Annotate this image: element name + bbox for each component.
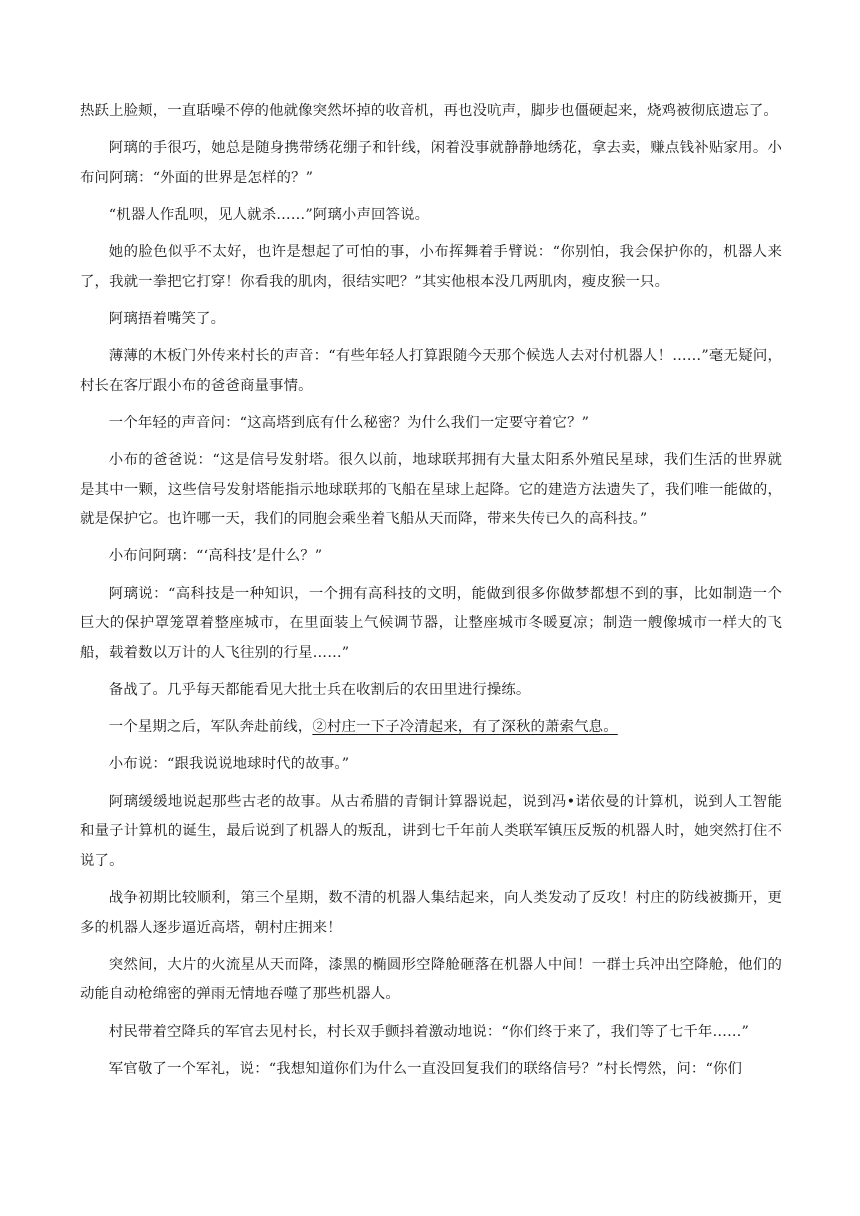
paragraph: 她的脸色似乎不太好，也许是想起了可怕的事，小布挥舞着手臂说：“你别怕，我会保护你的，机器人来了，我就一拳把它打穿！你看我的肌肉，很结实吧？”其实他根本没几两肌肉，瘦皮猴一只。 [80, 244, 782, 290]
paragraph: 小布说：“跟我说说地球时代的故事。” [108, 756, 350, 773]
paragraph: 突然间，大片的火流星从天而降，漆黑的椭圆形空降舱砸落在机器人中间！一群士兵冲出空降舱，他们的动能自动枪绵密的弹雨无情地吞噬了那些机器人。 [80, 956, 782, 1003]
paragraph-text: 一个星期之后，军队奔赴前线， [108, 719, 313, 736]
paragraph: 热跃上脸颊，一直聒噪不停的他就像突然坏掉的收音机，再也没吭声，脚步也僵硬起来，烧鸡被彻底遗忘了。 [80, 103, 778, 119]
paragraph: 阿璃的手很巧，她总是随身携带绣花绷子和针线，闲着没事就静静地绣花，拿去卖，赚点钱补贴家用。小布问阿璃：“外面的世界是怎样的？” [80, 140, 782, 186]
article-body [80, 97, 782, 1092]
paragraph: “机器人作乱呗，见人就杀……”阿璃小声回答说。 [108, 206, 430, 223]
paragraph: 小布问阿璃：“‘高科技’是什么？” [108, 548, 323, 565]
paragraph: 军官敬了一个军礼，说：“我想知道你们为什么一直没回复我们的联络信号？”村长愕然，问：“你们 [108, 1060, 743, 1077]
paragraph: 一个年轻的声音问：“这高塔到底有什么秘密？为什么我们一定要守着它？” [108, 414, 590, 431]
paragraph: 村民带着空降兵的军官去见村长，村长双手颤抖着激动地说：“你们终于来了，我们等了七千年……” [108, 1023, 750, 1040]
paragraph-with-underline [80, 713, 782, 743]
underlined-sentence: 村庄一下子冷清起来，有了深秋的萧索气息。 [326, 719, 618, 736]
paragraph: 战争初期比较顺利，第三个星期，数不清的机器人集结起来，向人类发动了反攻！村庄的防线被撕开，更多的机器人逐步逼近高塔，朝村庄拥来！ [80, 889, 782, 936]
paragraph: 阿璃缓缓地说起那些古老的故事。从古希腊的青铜计算器说起，说到冯•诺依曼的计算机，说到人工智能和量子计算机的诞生，最后说到了机器人的叛乱，讲到七千年前人类联军镇压反叛的机器人时，她突然打住不说了。 [80, 793, 782, 869]
annotation-marker: ② [312, 719, 327, 736]
paragraph: 薄薄的木板门外传来村长的声音：“有些年轻人打算跟随今天那个候选人去对付机器人！……”毫无疑问，村长在客厅跟小布的爸爸商量事情。 [80, 348, 782, 394]
paragraph: 阿璃说：“高科技是一种知识，一个拥有高科技的文明，能做到很多你做梦都想不到的事，比如制造一个巨大的保护罩笼罩着整座城市，在里面装上气候调节器，让整座城市冬暖夏凉；制造一艘像城市一样大的飞船，载着数以万计的人飞往别的行星……” [80, 585, 782, 661]
paragraph: 备战了。几乎每天都能看见大批士兵在收割后的农田里进行操练。 [108, 682, 531, 699]
paragraph: 阿璃捂着嘴笑了。 [108, 310, 226, 327]
paragraph: 小布的爸爸说：“这是信号发射塔。很久以前，地球联邦拥有大量太阳系外殖民星球，我们生活的世界就是其中一颗，这些信号发射塔能指示地球联邦的飞船在星球上起降。它的建造方法遗失了，我们唯一能做的，就是保护它。也许哪一天，我们的同胞会乘坐着飞船从天而降，带来失传已久的高科技。” [80, 452, 782, 528]
